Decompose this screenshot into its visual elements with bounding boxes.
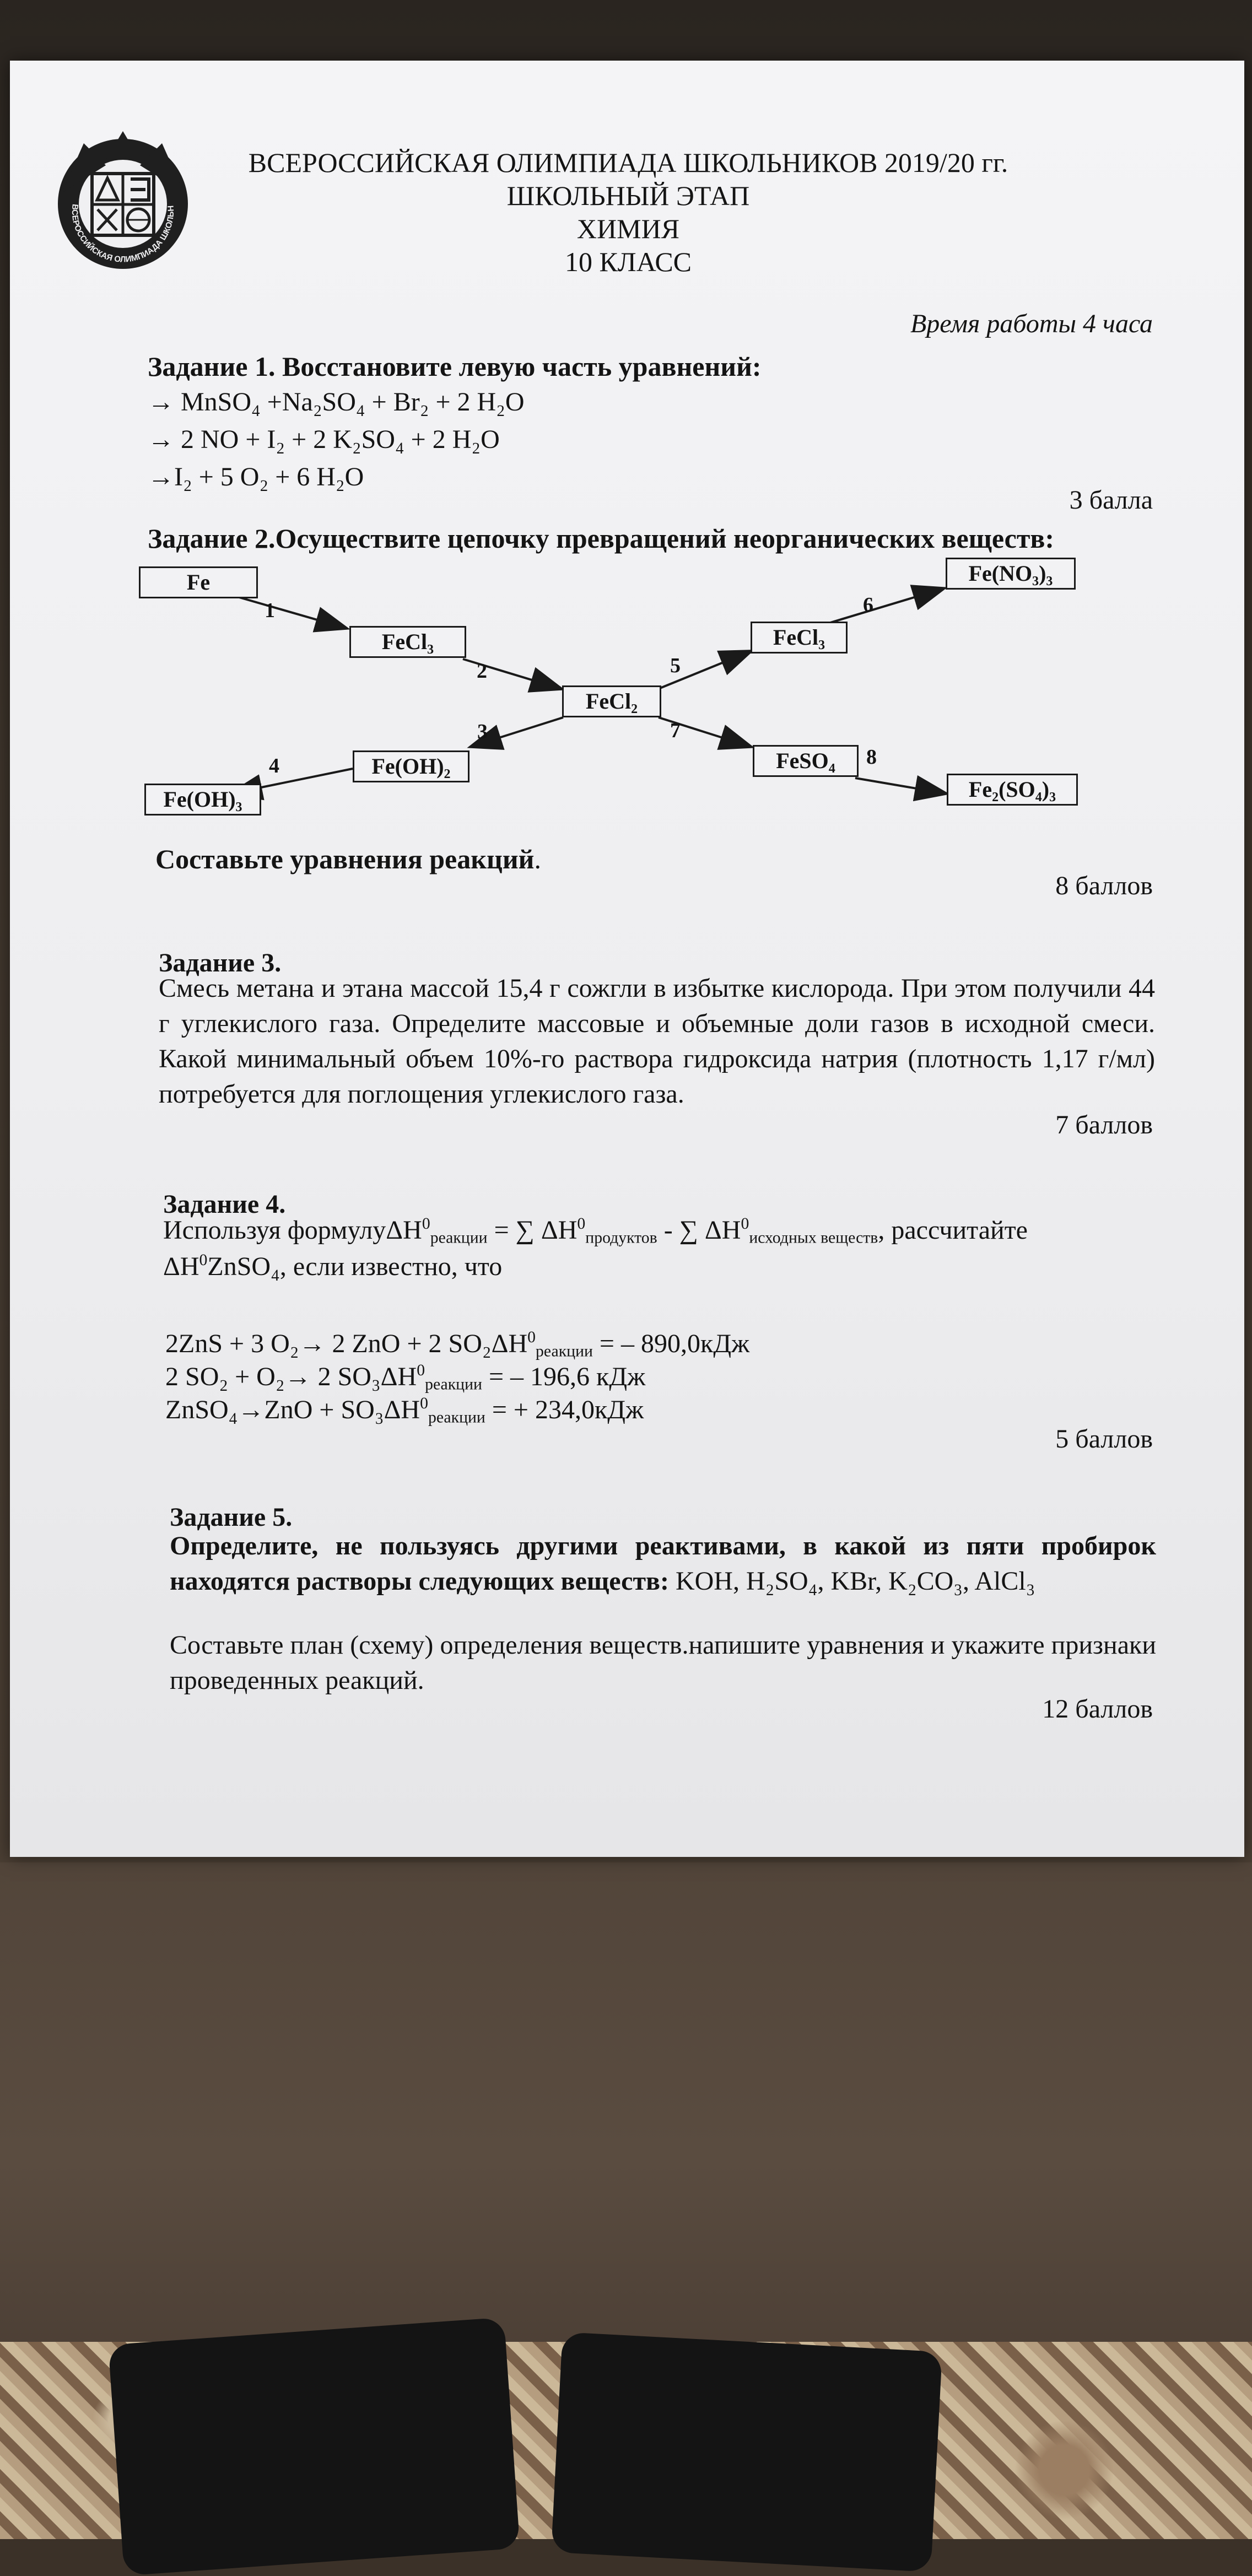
node-feoh3: Fe(OH)₃ <box>144 784 261 816</box>
step-3: 3 <box>477 720 488 743</box>
task5-text: Определите, не пользуясь другими реактивами, в какой из пяти пробирок находятся растворы следующих веществ: KOH, H₂SO₄, KBr, K₂CO₃, AlCl₃ <box>170 1531 1156 1596</box>
background-fabric <box>0 1862 1252 2358</box>
step-5: 5 <box>670 654 681 677</box>
node-fe: Fe <box>139 566 258 598</box>
task5-plan: Составьте план (схему) определения веществ.напишите уравнения и укажите признаки проведенных реакций. <box>170 1630 1156 1695</box>
time-limit: Время работы 4 часа <box>910 309 1153 338</box>
step-2: 2 <box>477 660 487 683</box>
task1-equation-1: → MnSO₄ +Na₂SO₄ + Br₂ + 2 H₂O <box>148 387 525 417</box>
task4-reaction-1: 2ZnS + 3 O₂→ 2 ZnO + 2 $SO_2\Delta H^0_{реакции}$ = – 890,0кДж <box>165 1328 750 1360</box>
header-olympiad: ВСЕРОССИЙСКАЯ ОЛИМПИАДА ШКОЛЬНИКОВ 2019/20 гг. <box>248 147 1008 178</box>
node-fecl3-b: FeCl₃ <box>751 622 848 654</box>
header-subject: ХИМИЯ <box>576 213 680 244</box>
task2-instruction: Составьте уравнения реакций. <box>155 844 541 874</box>
task5-points: 12 баллов <box>1042 1694 1153 1724</box>
header-grade: 10 КЛАСС <box>564 246 692 277</box>
task4-target: $\Delta H^0ZnSO_4$, если известно, что <box>163 1251 503 1281</box>
step-6: 6 <box>863 593 873 617</box>
step-8: 8 <box>866 746 877 769</box>
step-4: 4 <box>269 754 279 777</box>
task4-reaction-2: 2 SO₂ + O₂→ 2 $SO_3\Delta H^0_{реакции}$ = – 196,6 кДж <box>165 1361 646 1394</box>
step-7: 7 <box>670 719 681 742</box>
node-fecl3-a: FeCl₃ <box>349 626 466 658</box>
task1-equation-3: →I₂ + 5 O₂ + 6 H₂O <box>148 462 364 492</box>
node-fe2so43: Fe₂(SO₄)₃ <box>947 774 1078 806</box>
node-feno33: Fe(NO₃)₃ <box>946 558 1076 590</box>
task4-formula: Используя формулуΔH$^0_{реакции}$ = ∑ $\Delta H^0_{продуктов}$ - ∑ $\Delta H^0_{исходных веществ}$, рассчитайте <box>163 1214 1028 1247</box>
task3-title: Задание 3. <box>159 948 282 978</box>
task1-equation-2: → 2 NO + I₂ + 2 K₂SO₄ + 2 H₂O <box>148 425 500 454</box>
task4-points: 5 баллов <box>1055 1424 1153 1454</box>
task1-title: Задание 1. Восстановите левую часть уравнений: <box>148 351 762 382</box>
foot-left <box>108 2317 520 2575</box>
node-feoh2: Fe(OH)₂ <box>353 750 470 782</box>
task4-title: Задание 4. <box>163 1190 286 1219</box>
task2-title: Задание 2.Осуществите цепочку превращений неорганических веществ: <box>148 523 1055 554</box>
task5-title: Задание 5. <box>170 1503 293 1532</box>
step-1: 1 <box>265 599 275 622</box>
foot-right <box>551 2332 942 2572</box>
header-stage: ШКОЛЬНЫЙ ЭТАП <box>506 180 750 211</box>
task3-points: 7 баллов <box>1055 1110 1153 1140</box>
task3-text: Смесь метана и этана массой 15,4 г сожгли в избытке кислорода. При этом получили 44 г углекислого газа. Определите массовые и объемные доли газов в исходной смеси. Какой минимальный объем 10%-го раствора гидроксида натрия (плотность 1,17 г/мл) потребуется для поглощения углекислого газа. <box>159 974 1155 1109</box>
logo-text: ВСЕРОССИЙСКАЯ ОЛИМПИАДА ШКОЛЬН <box>69 203 176 264</box>
node-fecl2: FeCl₂ <box>562 685 661 717</box>
task2-points: 8 баллов <box>1055 871 1153 900</box>
task4-reaction-3: ZnSO₄→ZnO + $SO_3\Delta H^0_{реакции}$ = + 234,0кДж <box>165 1394 644 1427</box>
task1-points: 3 балла <box>1069 485 1153 515</box>
node-feso4: FeSO₄ <box>753 745 859 777</box>
